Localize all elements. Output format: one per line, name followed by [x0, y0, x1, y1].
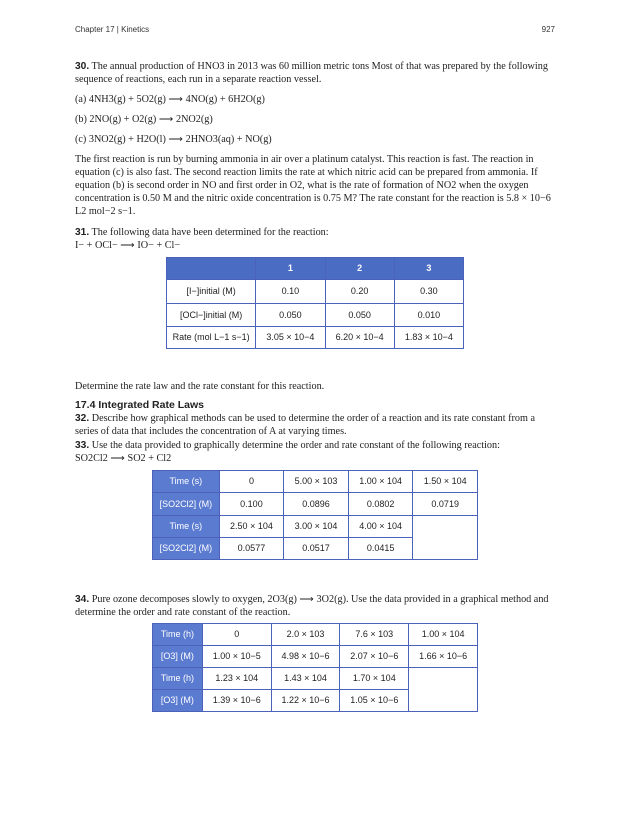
table-row — [167, 304, 464, 327]
section-title: 17.4 Integrated Rate Laws — [75, 399, 204, 411]
table-cell: 0.0896 — [284, 493, 349, 516]
q34-data-table — [152, 623, 478, 712]
table-cell: 1.00 × 104 — [348, 471, 413, 493]
table-cell: 4.00 × 104 — [348, 516, 413, 538]
table-cell: 2.50 × 104 — [219, 516, 284, 538]
table-cell: 1.00 × 104 — [409, 624, 478, 646]
q31-number: 31. — [75, 227, 90, 238]
table-cell: 1.83 × 10−4 — [394, 327, 463, 349]
table-cell: 0.0719 — [413, 493, 478, 516]
table-cell: 1.66 × 10−6 — [409, 646, 478, 668]
table-cell: 2.0 × 103 — [271, 624, 340, 646]
table-cell: 0.0415 — [348, 538, 413, 560]
q31-intro — [75, 226, 555, 239]
table-header-row — [167, 258, 464, 280]
table-label-cell: Time (s) — [153, 516, 220, 538]
table-cell: 0.20 — [325, 280, 394, 304]
q34 — [75, 593, 555, 619]
table-label-cell: [SO2Cl2] (M) — [153, 493, 220, 516]
q30-equation-c: (c) 3NO2(g) + H2O(l) ⟶ 2HNO3(aq) + NO(g) — [75, 134, 272, 145]
table-label-cell: [SO2Cl2] (M) — [153, 538, 220, 560]
table-label-cell: Time (h) — [153, 624, 203, 646]
table-cell: 0.0577 — [219, 538, 284, 560]
chapter-header: Chapter 17 | Kinetics — [75, 25, 150, 34]
q32-text: Describe how graphical methods can be used to determine the order of a reaction and its rate constant from a series of data that includes the concentration of A at varying times. — [75, 413, 535, 437]
page-content — [75, 57, 555, 712]
table-cell: 1.05 × 10−6 — [340, 690, 409, 712]
table-cell: 0.050 — [256, 304, 325, 327]
q31-intro-text: The following data have been determined for the reaction: — [91, 227, 329, 238]
table-cell: 2.07 × 10−6 — [340, 646, 409, 668]
table-row — [167, 280, 464, 304]
table-label-cell: [O3] (M) — [153, 646, 203, 668]
table-cell: 0.30 — [394, 280, 463, 304]
table-cell: 1.70 × 104 — [340, 668, 409, 690]
table-row — [153, 471, 478, 493]
table-cell: 0.10 — [256, 280, 325, 304]
q30-number: 30. — [75, 61, 90, 72]
q31-data-table — [166, 257, 464, 349]
table-row — [153, 516, 478, 538]
table-row — [153, 493, 478, 516]
table-cell: 5.00 × 103 — [284, 471, 349, 493]
table-cell: 1.50 × 104 — [413, 471, 478, 493]
table-header-cell: 1 — [256, 258, 325, 280]
table-row — [167, 327, 464, 349]
table-cell: 3.05 × 10−4 — [256, 327, 325, 349]
q33-reaction: SO2Cl2 ⟶ SO2 + Cl2 — [75, 453, 172, 464]
table-cell: 1.39 × 10−6 — [202, 690, 271, 712]
table-cell: 4.98 × 10−6 — [271, 646, 340, 668]
table-cell: 1.00 × 10−5 — [202, 646, 271, 668]
table-cell: 0 — [202, 624, 271, 646]
q33 — [75, 439, 555, 452]
q34-number: 34. — [75, 594, 90, 605]
q30-equation-a: (a) 4NH3(g) + 5O2(g) ⟶ 4NO(g) + 6H2O(g) — [75, 94, 265, 105]
table-cell: 1.23 × 104 — [202, 668, 271, 690]
q33-data-table — [152, 470, 478, 560]
table-cell: 0.050 — [325, 304, 394, 327]
table-label-cell: [O3] (M) — [153, 690, 203, 712]
table-row — [153, 668, 478, 690]
table-cell: Rate (mol L−1 s−1) — [167, 327, 256, 349]
q33-number: 33. — [75, 440, 90, 451]
q32-number: 32. — [75, 413, 90, 424]
q31-after-text: Determine the rate law and the rate constant for this reaction. — [75, 381, 325, 392]
table-row — [153, 624, 478, 646]
table-cell: [I−]initial (M) — [167, 280, 256, 304]
q31-reaction: I− + OCl− ⟶ IO− + Cl− — [75, 240, 181, 251]
table-row — [153, 646, 478, 668]
table-cell: 0.0802 — [348, 493, 413, 516]
table-cell: 1.22 × 10−6 — [271, 690, 340, 712]
q30-equation-b: (b) 2NO(g) + O2(g) ⟶ 2NO2(g) — [75, 114, 213, 125]
table-cell: 6.20 × 10−4 — [325, 327, 394, 349]
q30-intro-text: The annual production of HNO3 in 2013 was 60 million metric tons Most of that was prepared by the following sequence of reactions, each run in a separate reaction vessel. — [75, 61, 548, 85]
table-cell: 1.43 × 104 — [271, 668, 340, 690]
table-cell: 0 — [219, 471, 284, 493]
q30-body: The first reaction is run by burning ammonia in air over a platinum catalyst. This reaction is fast. The reaction in equation (c) is also fast. The second reaction limits the rate at which nitric acid can be prepared from ammonia. If equation (b) is second order in NO and first order in O2, what is the rate of formation of NO2 when the oxygen concentration is 0.50 M and the nitric oxide concentration is 0.75 M? The rate constant for the reaction is 5.8 × 10−6 L2 mol−2 s−1. — [75, 154, 551, 217]
q34-text: Pure ozone decomposes slowly to oxygen, 2O3(g) ⟶ 3O2(g). Use the data provided in a graphical method and determine the order and rate constant of the reaction. — [75, 594, 549, 618]
table-header-cell: 2 — [325, 258, 394, 280]
table-cell: 0.0517 — [284, 538, 349, 560]
table-cell: 0.100 — [219, 493, 284, 516]
table-header-cell — [167, 258, 256, 280]
table-empty-cell — [413, 516, 478, 560]
table-header-cell: 3 — [394, 258, 463, 280]
q33-text: Use the data provided to graphically determine the order and rate constant of the following reaction: — [91, 440, 500, 451]
table-cell: 3.00 × 104 — [284, 516, 349, 538]
q32 — [75, 412, 555, 438]
table-label-cell: Time (h) — [153, 668, 203, 690]
table-cell: 7.6 × 103 — [340, 624, 409, 646]
table-empty-cell — [409, 668, 478, 712]
table-label-cell: Time (s) — [153, 471, 220, 493]
q30-intro — [75, 60, 555, 86]
table-cell: 0.010 — [394, 304, 463, 327]
page-number: 927 — [541, 25, 555, 34]
table-cell: [OCl−]initial (M) — [167, 304, 256, 327]
